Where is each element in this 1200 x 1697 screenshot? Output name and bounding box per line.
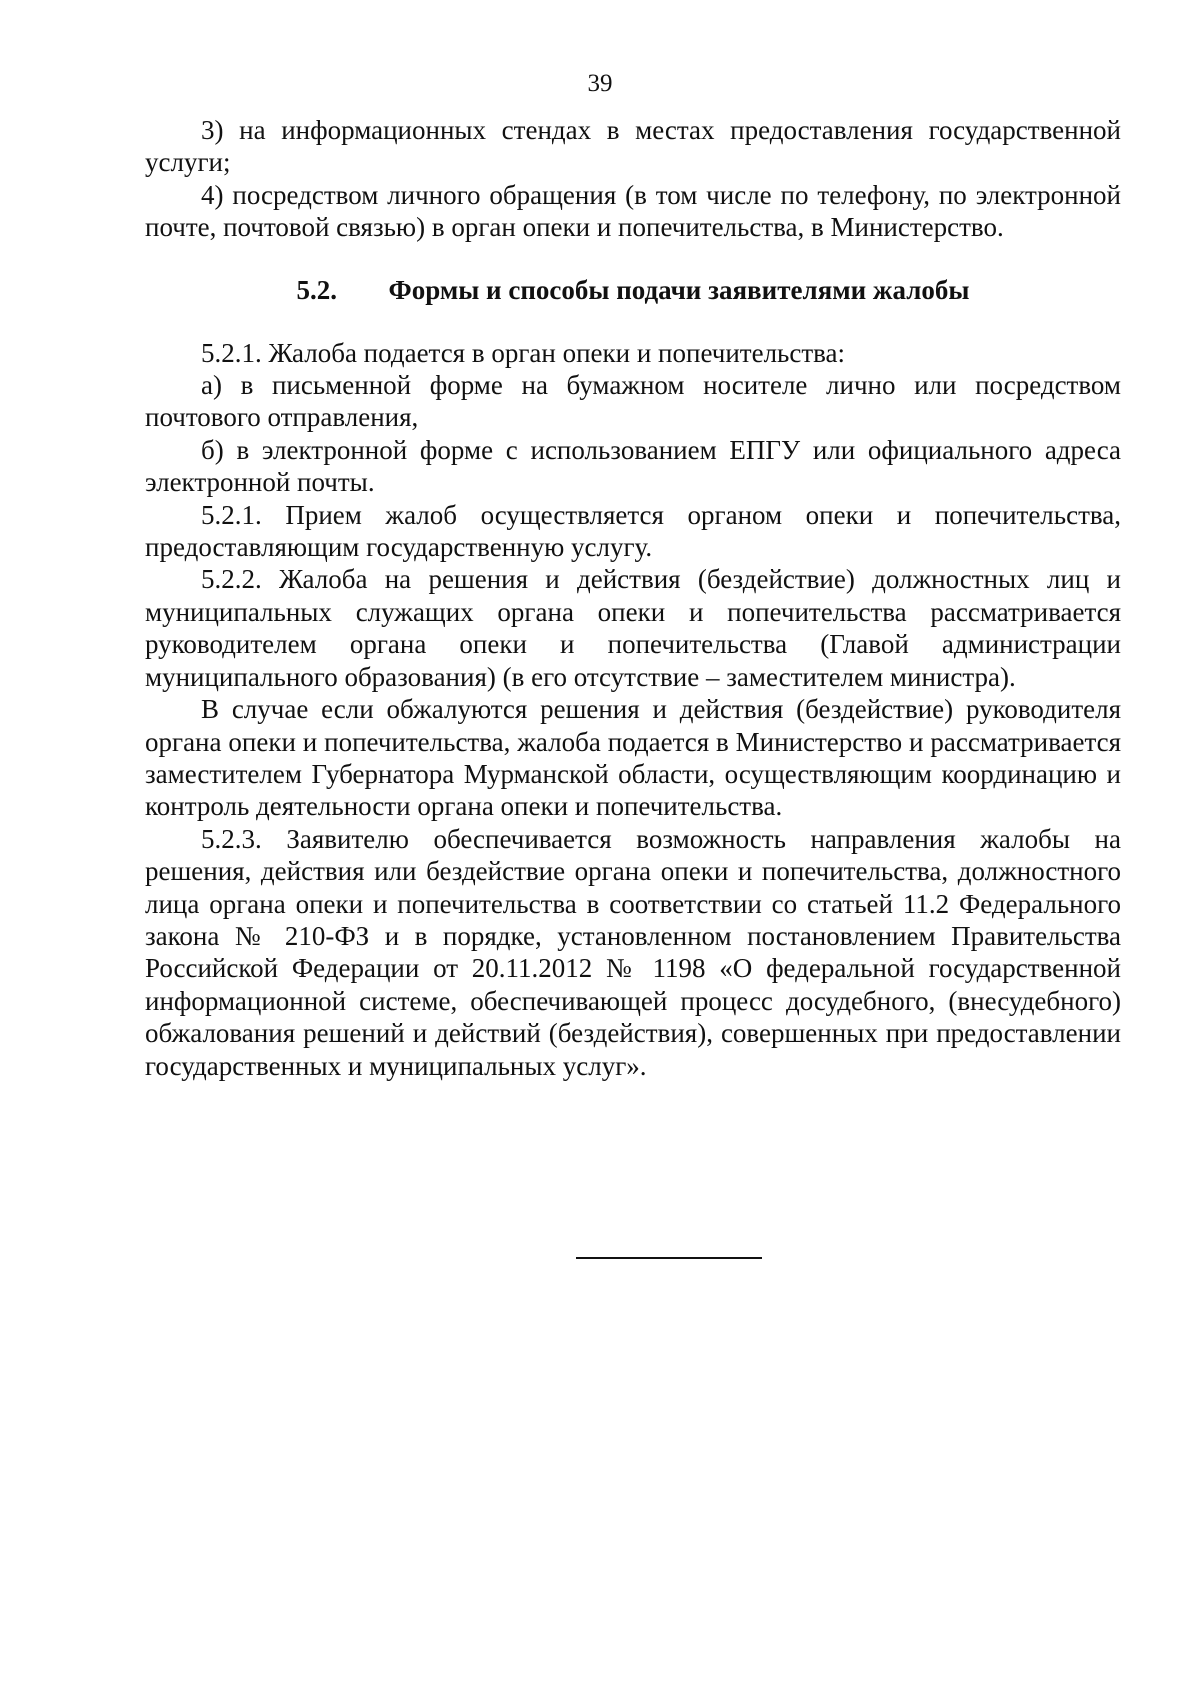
section-title: Формы и способы подачи заявителями жалобы (388, 274, 970, 305)
paragraph-personal-appeal: 4) посредством личного обращения (в том числе по телефону, по электронной почте, почтовой связью) в орган опеки и попечительства, в Министерство. (145, 179, 1121, 243)
paragraph-electronic-form: б) в электронной форме с использованием ЕПГУ или официального адреса электронной почты. (145, 434, 1121, 498)
end-divider (576, 1257, 762, 1259)
paragraph-5-2-1: 5.2.1. Жалоба подается в орган опеки и попечительства: (201, 337, 846, 368)
section-number: 5.2. (296, 274, 338, 305)
paragraph-complaint-acceptance: 5.2.1. Прием жалоб осуществляется органом опеки и попечительства, предоставляющим государственную услугу. (145, 499, 1121, 563)
paragraph-info-stands: 3) на информационных стендах в местах предоставления государственной услуги; (145, 115, 1121, 178)
paragraph-5-2-3: 5.2.3. Заявителю обеспечивается возможность направления жалобы на решения, действия или бездействие органа опеки и попечительства, должностного лица органа опеки и попечительства в соответствии со статьей 11.2 Федерального закона № 210-ФЗ и в порядке, установленном постановлением Правительства Российской Федерации от 20.11.2012 № 1198 «О федеральной государственной информационной системе, обеспечивающей процесс досудебного, (внесудебного) обжалования решений и действий (бездействия), совершенных при предоставлении государственных и муниципальных услуг». (145, 823, 1121, 1081)
paragraph-head-appeal: В случае если обжалуются решения и действия (бездействие) руководителя органа опеки и попечительства, жалоба подается в Министерство и рассматривается заместителем Губернатора Мурманской области, осуществляющим координацию и контроль деятельности органа опеки и попечительства. (145, 694, 1121, 822)
paragraph-written-form: а) в письменной форме на бумажном носителе лично или посредством почтового отправления, (145, 370, 1121, 433)
document-body (145, 114, 1121, 1082)
page-number: 39 (587, 70, 613, 97)
paragraph-5-2-2: 5.2.2. Жалоба на решения и действия (бездействие) должностных лиц и муниципальных служащих органа опеки и попечительства рассматривается руководителем органа опеки и попечительства (Главой администрации муниципального образования) (в его отсутствие – заместителем министра). (145, 564, 1121, 692)
section-heading (145, 274, 1121, 306)
